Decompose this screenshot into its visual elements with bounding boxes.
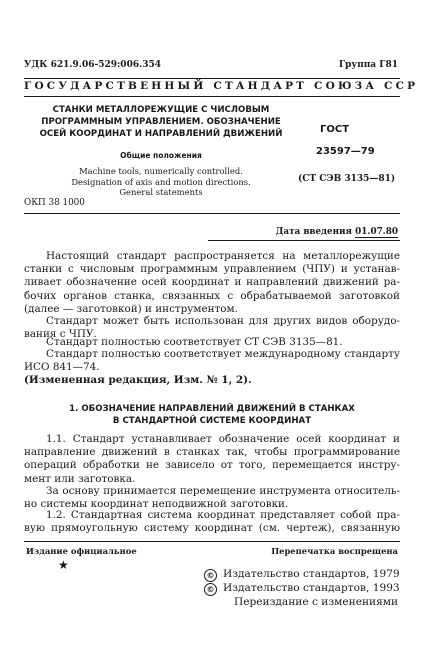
section-heading <box>24 403 400 427</box>
title-line: ПРОГРАММНЫМ УПРАВЛЕНИЕМ. ОБОЗНАЧЕНИЕ <box>41 117 281 127</box>
english-title-line: Designation of axis and motion directions. <box>71 176 251 187</box>
star-icon: ★ <box>58 558 69 572</box>
divider <box>24 96 400 97</box>
copyright-text: Издательство стандартов, 1979 <box>223 568 400 580</box>
text-line: операций обработки не зависело от того, перемещается инстру- <box>24 459 400 472</box>
text-line: За основу принимается перемещение инструмента относитель- <box>46 485 400 497</box>
title-line: ОСЕЙ КООРДИНАТ И НАПРАВЛЕНИЙ ДВИЖЕНИЙ <box>39 129 283 139</box>
divider <box>208 240 400 241</box>
section-heading-line: В СТАНДАРТНОЙ СИСТЕМЕ КООРДИНАТ <box>112 416 312 426</box>
paragraph-basis <box>24 485 400 511</box>
text-line: Стандарт может быть использован для других видов оборудо- <box>46 315 400 327</box>
text-line: (далее — заготовкой) и инструментом. <box>24 302 238 315</box>
state-standard-heading: ГОСУДАРСТВЕННЫЙ СТАНДАРТ СОЮЗА ССР <box>24 80 419 92</box>
text-line: Стандарт полностью соответствует международному стандарту <box>46 348 400 360</box>
text-line: ливает обозначение осей координат и направлений движений ра- <box>24 276 400 289</box>
copyright-line <box>204 582 400 596</box>
text-line: ИСО 841—74. <box>24 361 100 374</box>
paragraph-1-1 <box>24 433 400 486</box>
text-line: Настоящий стандарт распространяется на металлорежущие <box>46 250 400 262</box>
text-line: вую прямоугольную систему координат (см. чертеж), связанную <box>24 522 400 535</box>
copyright-line <box>204 568 400 582</box>
introduction-date-label: Дата введения <box>275 227 353 237</box>
group-code: Группа Г81 <box>338 60 398 70</box>
copyright-text: Издательство стандартов, 1993 <box>223 582 400 594</box>
divider <box>24 78 400 79</box>
text-line: 1.1. Стандарт устанавливает обозначение осей координат и <box>46 433 400 445</box>
english-title-line: Machine tools, numerically controlled. <box>79 166 243 176</box>
text-line: 1.2. Стандартная система координат представляет собой пра- <box>46 509 400 521</box>
text-line: но системы координат неподвижной заготовки. <box>24 498 289 511</box>
reprint-changes-note: Переиздание с изменениями <box>234 596 399 608</box>
title-line: СТАНКИ МЕТАЛЛОРЕЖУЩИЕ С ЧИСЛОВЫМ <box>52 105 270 115</box>
text-line: Стандарт полностью соответствует СТ СЭВ 3135—81. <box>46 336 343 348</box>
divider <box>24 213 400 214</box>
introduction-date <box>276 227 398 237</box>
gost-number: 23597—79 <box>316 146 375 157</box>
gost-label: ГОСТ <box>320 124 350 135</box>
copyright-icon: © <box>204 583 217 596</box>
text-line: бочих органов станка, связанных с обрабатываемой заготовкой <box>24 289 400 302</box>
text-line: мент или заготовка. <box>24 472 136 485</box>
paragraph-iso <box>24 348 400 374</box>
st-sev-reference: (СТ СЭВ 3135—81) <box>298 174 396 184</box>
okp-code: ОКП 38 1000 <box>24 198 85 208</box>
divider <box>24 541 400 542</box>
general-provisions-subtitle: Общие положения <box>120 151 202 160</box>
paragraph-scope <box>24 250 400 316</box>
section-heading-line: 1. ОБОЗНАЧЕНИЕ НАПРАВЛЕНИЙ ДВИЖЕНИЙ В СТАНКАХ <box>69 404 355 414</box>
official-edition-label: Издание официальное <box>26 546 137 556</box>
text-line: станки с числовым программным управлением (ЧПУ) и устанав- <box>24 263 400 276</box>
text-line: направление движений в станках так, чтобы программирование <box>24 446 400 459</box>
english-title-line: General statements <box>119 187 203 197</box>
paragraph-amendment <box>24 374 400 387</box>
paragraph-1-2 <box>24 509 400 535</box>
reprint-prohibited-label: Перепечатка воспрещена <box>271 546 398 556</box>
udk-code: УДК 621.9.06-529:006.354 <box>24 60 162 70</box>
copyright-icon: © <box>204 569 217 582</box>
text-line: вания с ЧПУ. <box>24 328 97 341</box>
english-title <box>26 166 296 198</box>
introduction-date-value: 01.07.80 <box>355 227 398 237</box>
text-line: (Измененная редакция, Изм. № 1, 2). <box>24 374 252 386</box>
document-title <box>26 104 296 140</box>
